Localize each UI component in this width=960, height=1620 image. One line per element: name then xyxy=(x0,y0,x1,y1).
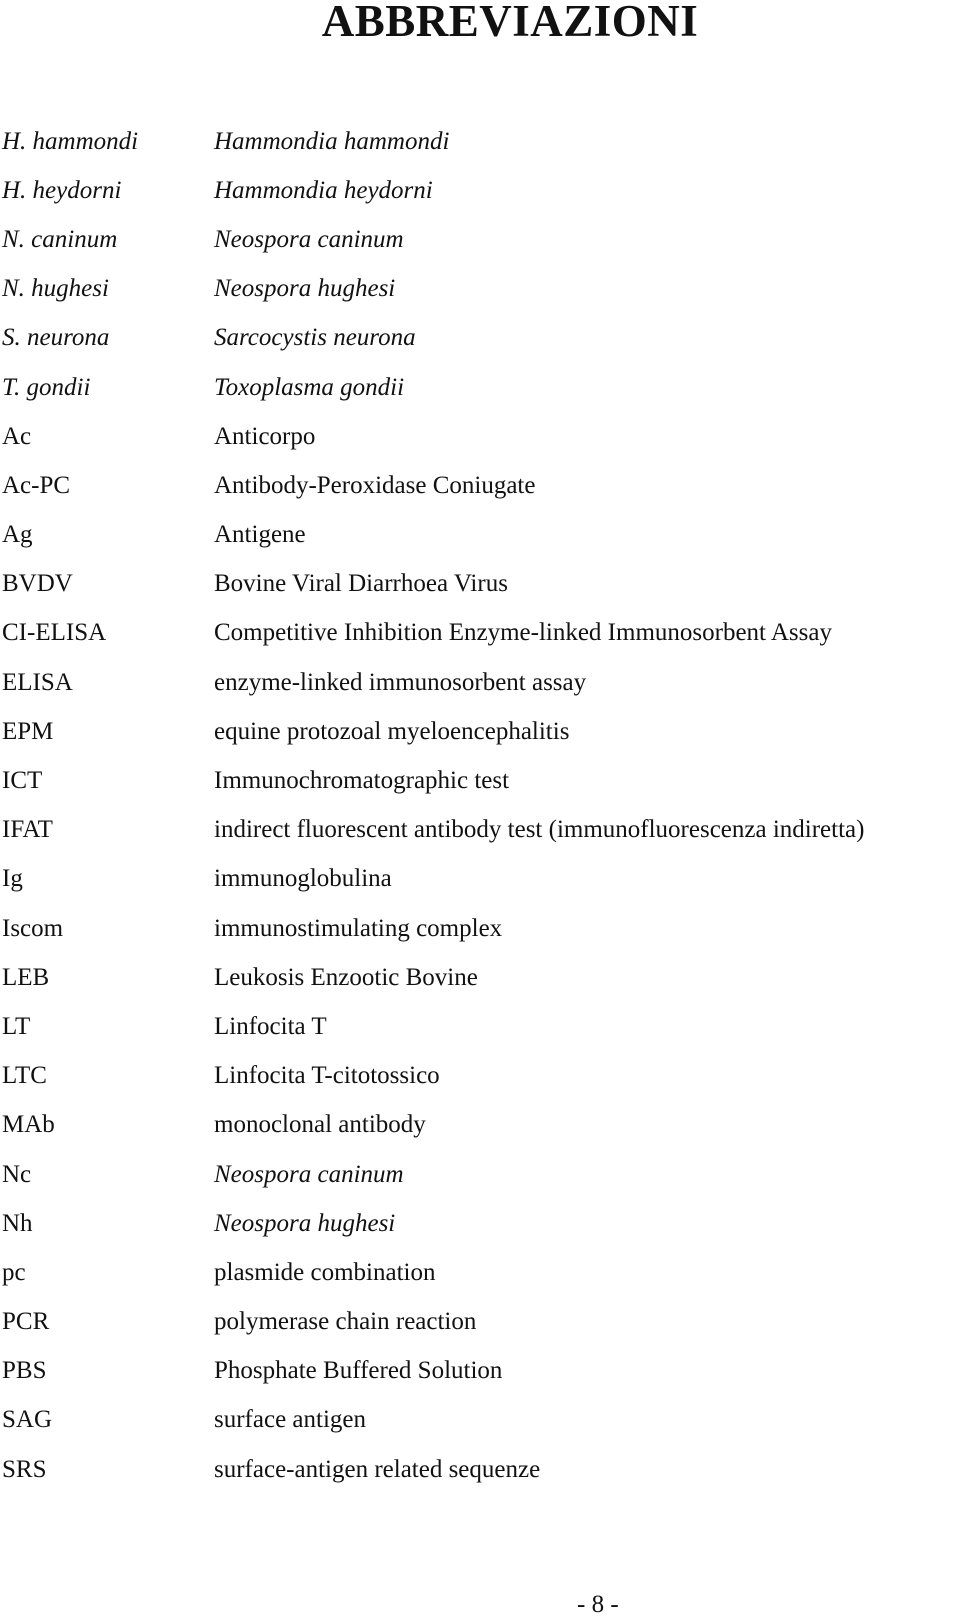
abbreviation-list xyxy=(2,117,952,1494)
abbreviation-definition: Sarcocystis neurona xyxy=(214,324,416,352)
abbreviation-definition: Toxoplasma gondii xyxy=(214,373,405,401)
abbreviation-definition: Anticorpo xyxy=(214,422,316,450)
abbreviation-definition: immunostimulating complex xyxy=(214,914,503,942)
abbreviation-row xyxy=(2,265,952,314)
abbreviation-row xyxy=(2,560,952,609)
abbreviation-term: BVDV xyxy=(2,570,73,598)
abbreviation-row xyxy=(2,117,952,166)
abbreviation-term: EPM xyxy=(2,717,54,745)
abbreviation-row xyxy=(2,511,952,560)
abbreviation-definition: monoclonal antibody xyxy=(214,1111,426,1139)
abbreviation-row xyxy=(2,658,952,707)
abbreviation-definition: Neospora caninum xyxy=(214,225,404,253)
abbreviation-row xyxy=(2,1396,952,1445)
abbreviation-term: ELISA xyxy=(2,668,73,696)
abbreviation-definition: indirect fluorescent antibody test (immunofluorescenza indiretta) xyxy=(214,816,865,844)
abbreviation-row xyxy=(2,904,952,953)
abbreviation-term: N. caninum xyxy=(2,225,118,253)
abbreviation-term: S. neurona xyxy=(2,324,110,352)
abbreviation-term: Nh xyxy=(2,1209,33,1237)
abbreviation-definition: Bovine Viral Diarrhoea Virus xyxy=(214,570,508,598)
abbreviation-row xyxy=(2,1347,952,1396)
abbreviation-definition: surface-antigen related sequenze xyxy=(214,1455,541,1483)
abbreviation-definition: Phosphate Buffered Solution xyxy=(214,1357,503,1385)
abbreviation-row xyxy=(2,363,952,412)
page-title: ABBREVIAZIONI xyxy=(321,0,699,46)
abbreviation-term: ICT xyxy=(2,767,43,795)
abbreviation-row xyxy=(2,314,952,363)
abbreviation-term: PBS xyxy=(2,1357,47,1385)
abbreviation-term: N. hughesi xyxy=(2,275,109,303)
abbreviation-term: T. gondii xyxy=(2,373,91,401)
abbreviation-row xyxy=(2,1298,952,1347)
abbreviation-term: Ac xyxy=(2,422,32,450)
abbreviation-row xyxy=(2,953,952,1002)
abbreviation-definition: immunoglobulina xyxy=(214,865,392,893)
abbreviation-row xyxy=(2,461,952,510)
abbreviation-row xyxy=(2,1445,952,1494)
abbreviation-definition: Neospora hughesi xyxy=(214,275,396,303)
abbreviation-row xyxy=(2,166,952,215)
abbreviation-row xyxy=(2,1002,952,1051)
abbreviation-term: MAb xyxy=(2,1111,55,1139)
abbreviation-term: LTC xyxy=(2,1062,47,1090)
abbreviation-definition: surface antigen xyxy=(214,1406,367,1434)
abbreviation-term: H. hammondi xyxy=(2,127,139,155)
abbreviation-term: pc xyxy=(2,1258,26,1286)
page-number: - 8 - xyxy=(577,1591,619,1618)
abbreviation-definition: equine protozoal myeloencephalitis xyxy=(214,717,570,745)
abbreviation-definition: Neospora caninum xyxy=(214,1160,404,1188)
abbreviation-row xyxy=(2,1199,952,1248)
abbreviation-term: Ag xyxy=(2,521,33,549)
abbreviation-row xyxy=(2,1150,952,1199)
abbreviation-definition: Linfocita T-citotossico xyxy=(214,1062,440,1090)
abbreviation-term: Ac-PC xyxy=(2,471,71,499)
abbreviation-row xyxy=(2,609,952,658)
abbreviation-term: SAG xyxy=(2,1406,53,1434)
abbreviation-row xyxy=(2,806,952,855)
abbreviation-definition: Competitive Inhibition Enzyme-linked Immunosorbent Assay xyxy=(214,619,832,647)
abbreviation-row xyxy=(2,855,952,904)
abbreviation-row xyxy=(2,1101,952,1150)
abbreviation-term: H. heydorni xyxy=(2,176,122,204)
abbreviation-definition: Immunochromatographic test xyxy=(214,767,510,795)
abbreviation-term: IFAT xyxy=(2,816,53,844)
abbreviation-term: PCR xyxy=(2,1308,50,1336)
abbreviation-definition: Leukosis Enzootic Bovine xyxy=(214,963,478,991)
abbreviation-row xyxy=(2,707,952,756)
abbreviation-row xyxy=(2,412,952,461)
abbreviation-term: LT xyxy=(2,1012,31,1040)
abbreviation-definition: enzyme-linked immunosorbent assay xyxy=(214,668,587,696)
abbreviation-definition: Neospora hughesi xyxy=(214,1209,396,1237)
abbreviation-definition: polymerase chain reaction xyxy=(214,1308,477,1336)
abbreviation-definition: plasmide combination xyxy=(214,1258,436,1286)
abbreviation-definition: Hammondia hammondi xyxy=(214,127,450,155)
abbreviation-term: Iscom xyxy=(2,914,64,942)
abbreviation-term: LEB xyxy=(2,963,50,991)
abbreviation-row xyxy=(2,756,952,805)
abbreviation-row xyxy=(2,1248,952,1297)
abbreviation-term: CI-ELISA xyxy=(2,619,107,647)
abbreviation-term: SRS xyxy=(2,1455,47,1483)
abbreviation-definition: Linfocita T xyxy=(214,1012,327,1040)
abbreviation-row xyxy=(2,215,952,264)
abbreviation-term: Nc xyxy=(2,1160,32,1188)
abbreviation-term: Ig xyxy=(2,865,23,893)
abbreviation-row xyxy=(2,1052,952,1101)
abbreviation-definition: Hammondia heydorni xyxy=(214,176,433,204)
abbreviation-definition: Antibody-Peroxidase Coniugate xyxy=(214,471,536,499)
abbreviation-definition: Antigene xyxy=(214,521,306,549)
